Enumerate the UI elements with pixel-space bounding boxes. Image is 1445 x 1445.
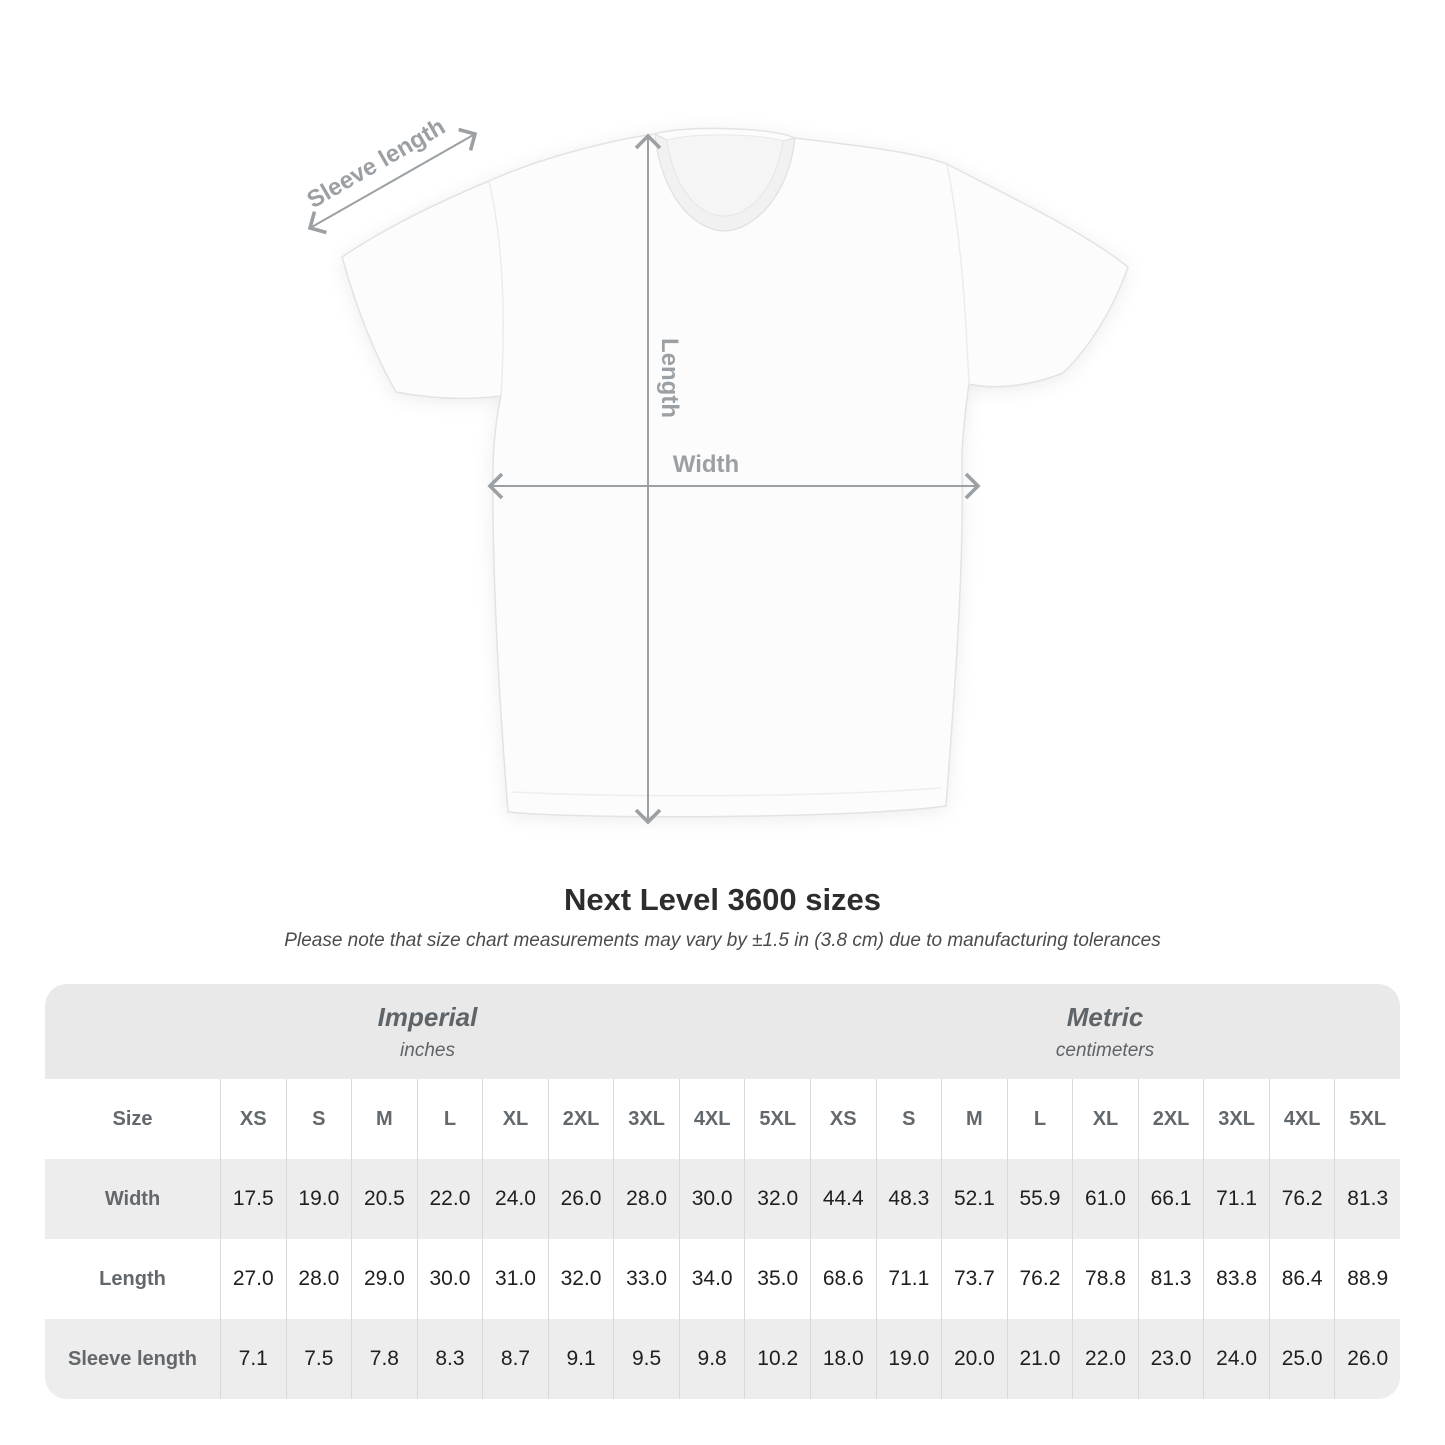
- sleeve-length-label: Sleeve length: [302, 113, 451, 214]
- table-cell: 68.6: [810, 1239, 876, 1319]
- table-cell: 9.8: [679, 1319, 745, 1399]
- table-cell: 73.7: [941, 1239, 1007, 1319]
- sleeve-length-row-label: Sleeve length: [45, 1319, 220, 1399]
- table-cell: 52.1: [941, 1159, 1007, 1239]
- table-cell: 71.1: [1203, 1159, 1269, 1239]
- table-cell: 48.3: [876, 1159, 942, 1239]
- table-cell: 81.3: [1138, 1239, 1204, 1319]
- imperial-header: [45, 984, 810, 1079]
- table-cell: 34.0: [679, 1239, 745, 1319]
- table-cell: 7.5: [286, 1319, 352, 1399]
- table-cell: 29.0: [351, 1239, 417, 1319]
- table-cell: 25.0: [1269, 1319, 1335, 1399]
- width-row-label: Width: [45, 1159, 220, 1239]
- size-col-header: 5XL: [1334, 1079, 1400, 1159]
- table-cell: 21.0: [1007, 1319, 1073, 1399]
- length-label: Length: [656, 338, 683, 418]
- table-cell: 88.9: [1334, 1239, 1400, 1319]
- table-cell: 32.0: [548, 1239, 614, 1319]
- size-col-header: XL: [482, 1079, 548, 1159]
- table-cell: 19.0: [286, 1159, 352, 1239]
- table-cell: 32.0: [744, 1159, 810, 1239]
- size-col-header: S: [286, 1079, 352, 1159]
- imperial-unit: inches: [400, 1039, 455, 1061]
- imperial-title: Imperial: [377, 1001, 478, 1032]
- table-cell: 61.0: [1072, 1159, 1138, 1239]
- table-cell: 33.0: [613, 1239, 679, 1319]
- table-cell: 26.0: [1334, 1319, 1400, 1399]
- table-cell: 10.2: [744, 1319, 810, 1399]
- table-cell: 17.5: [220, 1159, 286, 1239]
- table-cell: 76.2: [1007, 1239, 1073, 1319]
- metric-unit: centimeters: [1055, 1039, 1155, 1061]
- table-cell: 83.8: [1203, 1239, 1269, 1319]
- table-cell: 20.0: [941, 1319, 1007, 1399]
- table-cell: 8.7: [482, 1319, 548, 1399]
- table-cell: 30.0: [679, 1159, 745, 1239]
- size-table: [45, 984, 1400, 1399]
- table-cell: 8.3: [417, 1319, 483, 1399]
- metric-title: Metric: [1066, 1001, 1144, 1032]
- size-col-header: S: [876, 1079, 942, 1159]
- page-title: Next Level 3600 sizes: [563, 882, 882, 917]
- table-cell: 19.0: [876, 1319, 942, 1399]
- size-col-header: XS: [810, 1079, 876, 1159]
- length-row-label: Length: [45, 1239, 220, 1319]
- size-col-header: 4XL: [679, 1079, 745, 1159]
- table-cell: 55.9: [1007, 1159, 1073, 1239]
- size-col-header: 3XL: [613, 1079, 679, 1159]
- table-cell: 28.0: [286, 1239, 352, 1319]
- table-cell: 24.0: [482, 1159, 548, 1239]
- table-cell: 44.4: [810, 1159, 876, 1239]
- size-col-header: 5XL: [744, 1079, 810, 1159]
- table-cell: 22.0: [1072, 1319, 1138, 1399]
- table-cell: 30.0: [417, 1239, 483, 1319]
- table-cell: 78.8: [1072, 1239, 1138, 1319]
- size-col-header: L: [1007, 1079, 1073, 1159]
- table-cell: 86.4: [1269, 1239, 1335, 1319]
- size-col-header: XS: [220, 1079, 286, 1159]
- table-cell: 76.2: [1269, 1159, 1335, 1239]
- size-col-header: L: [417, 1079, 483, 1159]
- table-cell: 81.3: [1334, 1159, 1400, 1239]
- tolerance-note: Please note that size chart measurements may vary by ±1.5 in (3.8 cm) due to manufacturing tolerances: [284, 930, 1161, 951]
- size-col-header: 4XL: [1269, 1079, 1335, 1159]
- size-col-header: M: [941, 1079, 1007, 1159]
- size-col-header: M: [351, 1079, 417, 1159]
- table-cell: 9.1: [548, 1319, 614, 1399]
- table-cell: 22.0: [417, 1159, 483, 1239]
- table-cell: 23.0: [1138, 1319, 1204, 1399]
- size-col-header: XL: [1072, 1079, 1138, 1159]
- table-cell: 27.0: [220, 1239, 286, 1319]
- table-cell: 28.0: [613, 1159, 679, 1239]
- table-cell: 7.8: [351, 1319, 417, 1399]
- table-cell: 24.0: [1203, 1319, 1269, 1399]
- metric-header: [810, 984, 1400, 1079]
- width-label: Width: [672, 451, 740, 478]
- table-cell: 31.0: [482, 1239, 548, 1319]
- table-cell: 18.0: [810, 1319, 876, 1399]
- table-cell: 20.5: [351, 1159, 417, 1239]
- table-cell: 71.1: [876, 1239, 942, 1319]
- table-cell: 66.1: [1138, 1159, 1204, 1239]
- size-row-label: Size: [45, 1079, 220, 1159]
- size-col-header: 2XL: [548, 1079, 614, 1159]
- size-col-header: 2XL: [1138, 1079, 1204, 1159]
- table-cell: 9.5: [613, 1319, 679, 1399]
- table-cell: 7.1: [220, 1319, 286, 1399]
- size-col-header: 3XL: [1203, 1079, 1269, 1159]
- table-cell: 35.0: [744, 1239, 810, 1319]
- table-cell: 26.0: [548, 1159, 614, 1239]
